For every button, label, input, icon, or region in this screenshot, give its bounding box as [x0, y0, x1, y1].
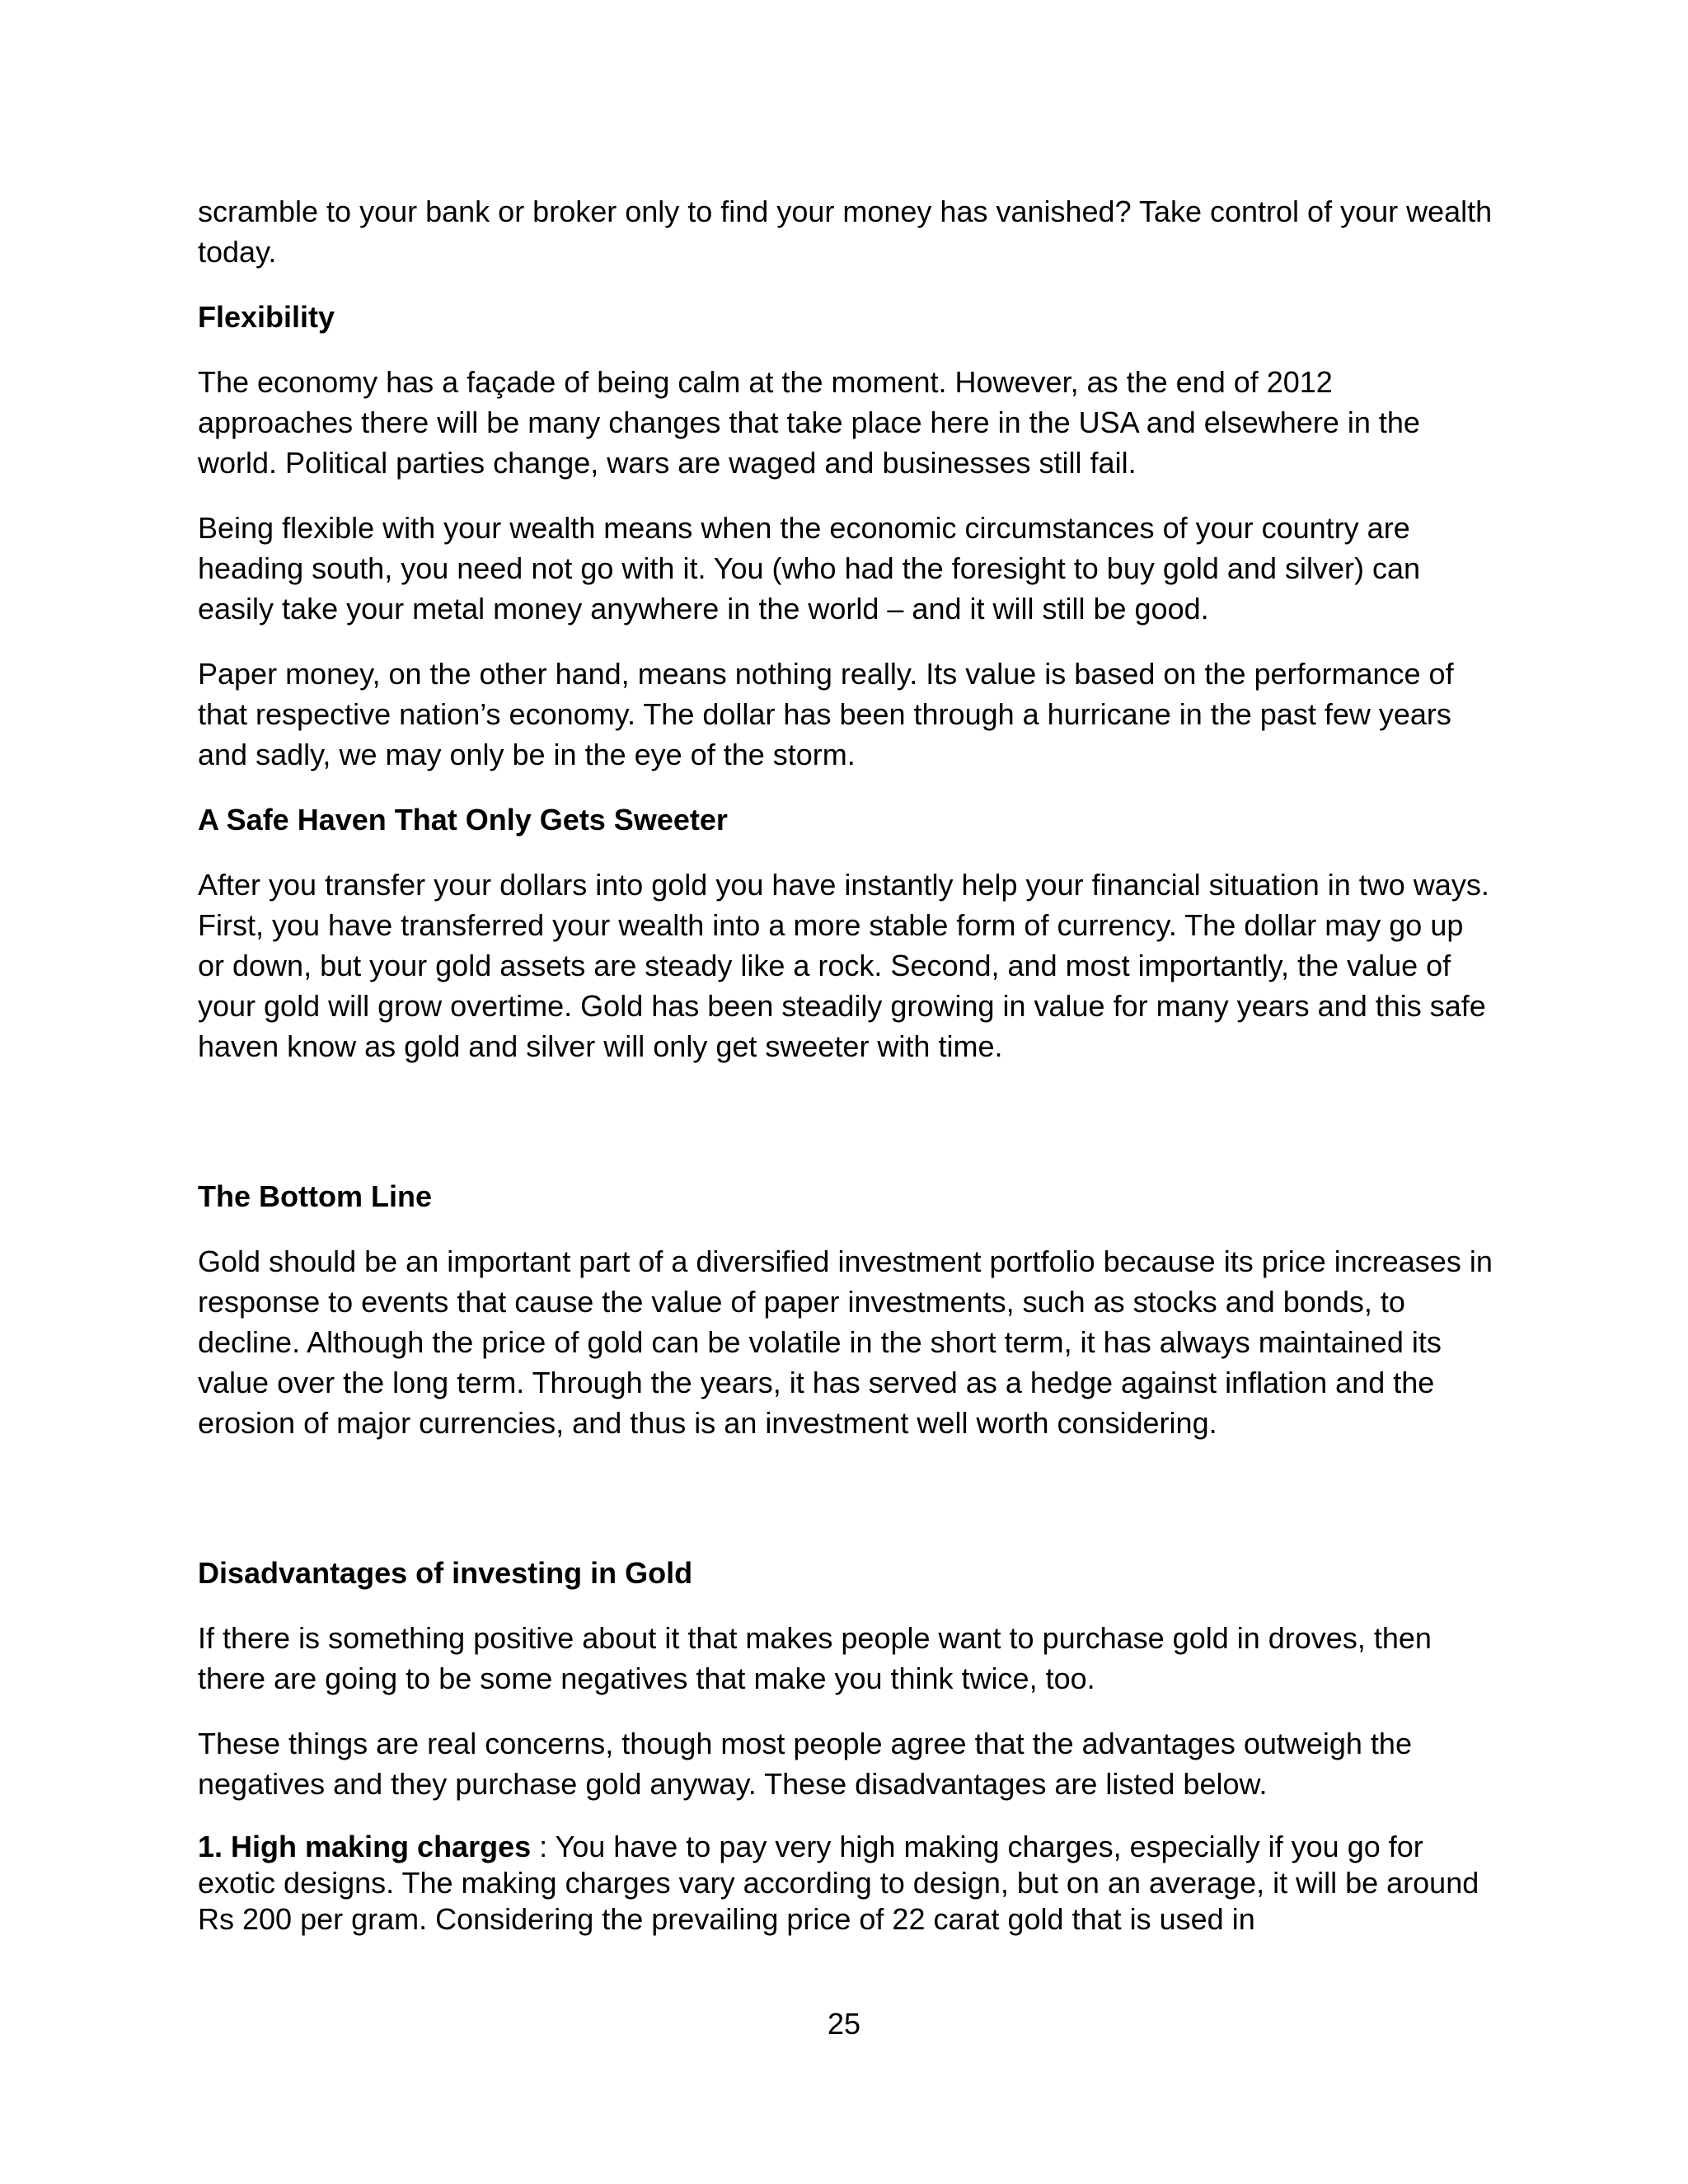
- paragraph-transfer-dollars: After you transfer your dollars into gold you have instantly help your financial situation in two ways. First, you have transferred your wealth into a more stable form of currency. The dollar may go up or down, but your gold assets are steady like a rock. Second, and most importantly, the value of your gold will grow overtime. Gold has been steadily growing in value for many years and this safe haven know as gold and silver will only get sweeter with time.: [198, 868, 1489, 1063]
- heading-safe-haven: A Safe Haven That Only Gets Sweeter: [198, 803, 728, 837]
- paragraph-something-positive: If there is something positive about it that makes people want to purchase gold in droves, then there are going to be some negatives that make you think twice, too.: [198, 1621, 1432, 1695]
- paragraph-intro: scramble to your bank or broker only to find your money has vanished? Take control of your wealth today.: [198, 194, 1493, 269]
- list-item-text: : You have to pay very high making charges, especially if you go for exotic designs. The making charges vary according to design, but on an average, it will be around Rs 200 per gram. Considering the prevailing price of 22 carat gold that is used in: [198, 1830, 1479, 1936]
- list-item-making-charges: [198, 1829, 1493, 1938]
- paragraph-being-flexible: Being flexible with your wealth means when the economic circumstances of your country are heading south, you need not go with it. You (who had the foresight to buy gold and silver) can easily take your metal money anywhere in the world – and it will still be good.: [198, 511, 1421, 626]
- paragraph-economy: The economy has a façade of being calm at the moment. However, as the end of 2012 approaches there will be many changes that take place here in the USA and elsewhere in the world. Political parties change, wars are waged and businesses still fail.: [198, 365, 1420, 480]
- paragraph-real-concerns: These things are real concerns, though most people agree that the advantages outweigh the negatives and they purchase gold anyway. These disadvantages are listed below.: [198, 1727, 1412, 1801]
- paragraph-paper-money: Paper money, on the other hand, means nothing really. Its value is based on the performance of that respective nation’s economy. The dollar has been through a hurricane in the past few years and sadly, we may only be in the eye of the storm.: [198, 657, 1454, 771]
- paragraph-bottom-line: Gold should be an important part of a diversified investment portfolio because its price increases in response to events that cause the value of paper investments, such as stocks and bonds, to decline. Although the price of gold can be volatile in the short term, it has always maintained its value over the long term. Through the years, it has served as a hedge against inflation and the erosion of major currencies, and thus is an investment well worth considering.: [198, 1244, 1493, 1440]
- heading-flexibility: Flexibility: [198, 300, 335, 334]
- heading-disadvantages: Disadvantages of investing in Gold: [198, 1556, 693, 1590]
- list-item-label: 1. High making charges: [198, 1830, 532, 1863]
- heading-bottom-line: The Bottom Line: [198, 1179, 432, 1213]
- page-number: 25: [827, 2007, 861, 2041]
- document-page: [198, 191, 1493, 1938]
